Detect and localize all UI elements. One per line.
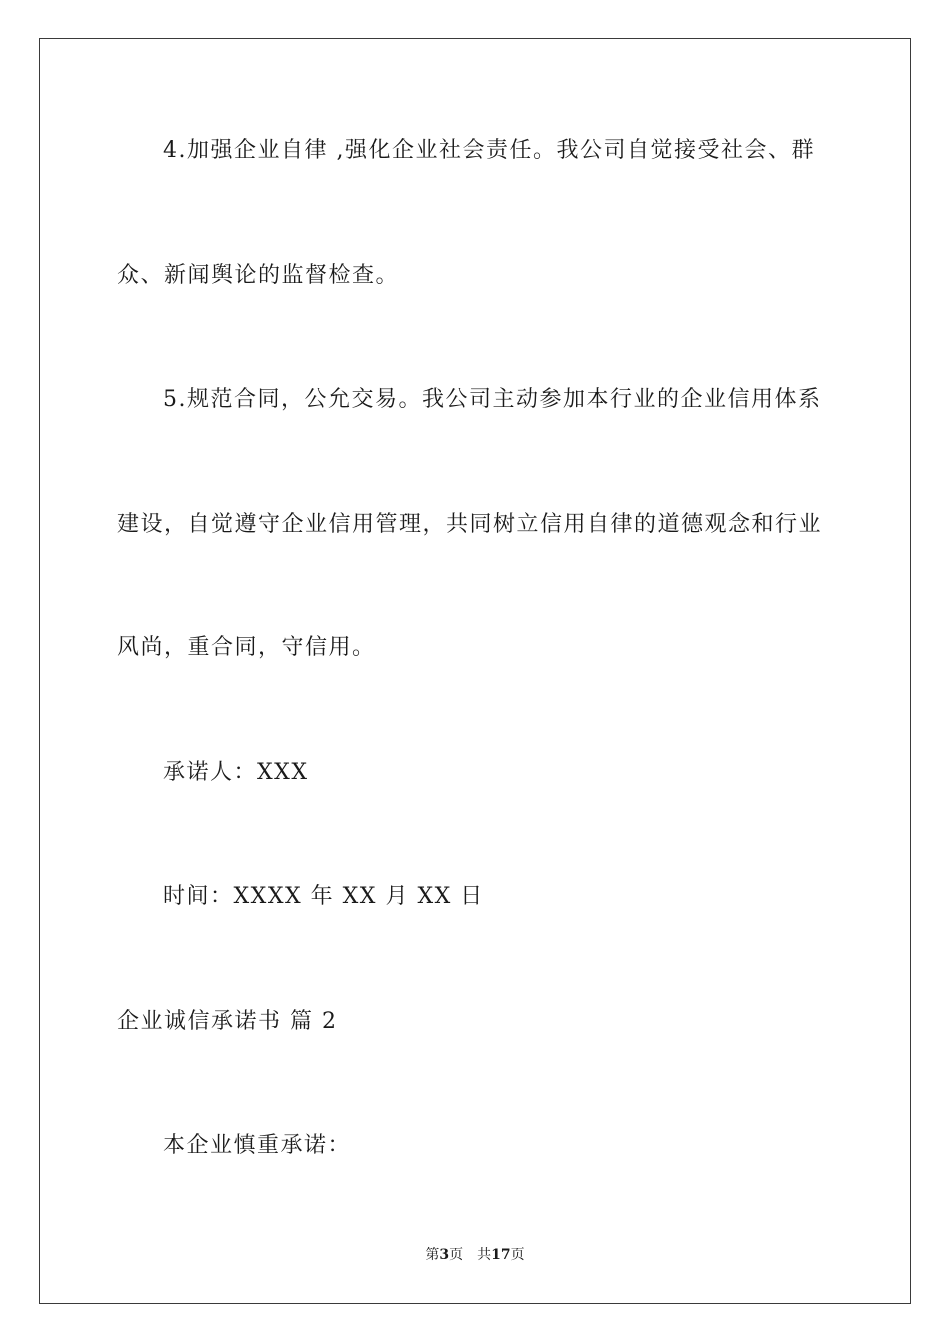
paragraph-5-line-2: 建设，自觉遵守企业信用管理，共同树立信用自律的道德观念和行业 [117, 512, 823, 537]
section-heading: 企业诚信承诺书 篇 2 [117, 1009, 338, 1034]
date-line: 时间：XXXX 年 XX 月 XX 日 [163, 884, 484, 909]
commitment-intro: 本企业慎重承诺： [163, 1133, 352, 1158]
paragraph-5-line-1: 5.规范合同，公允交易。我公司主动参加本行业的企业信用体系 [163, 387, 822, 412]
paragraph-4-line-1: 4.加强企业自律 ,强化企业社会责任。我公司自觉接受社会、群 [163, 138, 815, 163]
page-prefix: 第 [425, 1247, 440, 1263]
paragraph-4-line-2: 众、新闻舆论的监督检查。 [117, 263, 400, 288]
page-footer [0, 1246, 950, 1264]
total-suffix: 页 [510, 1247, 525, 1263]
promisor-line: 承诺人：XXX [163, 760, 309, 785]
total-prefix: 共 [477, 1247, 492, 1263]
paragraph-5-line-3: 风尚，重合同，守信用。 [117, 635, 376, 660]
page-number: 3 [439, 1247, 450, 1263]
page-border [39, 38, 911, 1304]
total-pages: 17 [491, 1247, 511, 1263]
page-suffix: 页 [449, 1247, 464, 1263]
